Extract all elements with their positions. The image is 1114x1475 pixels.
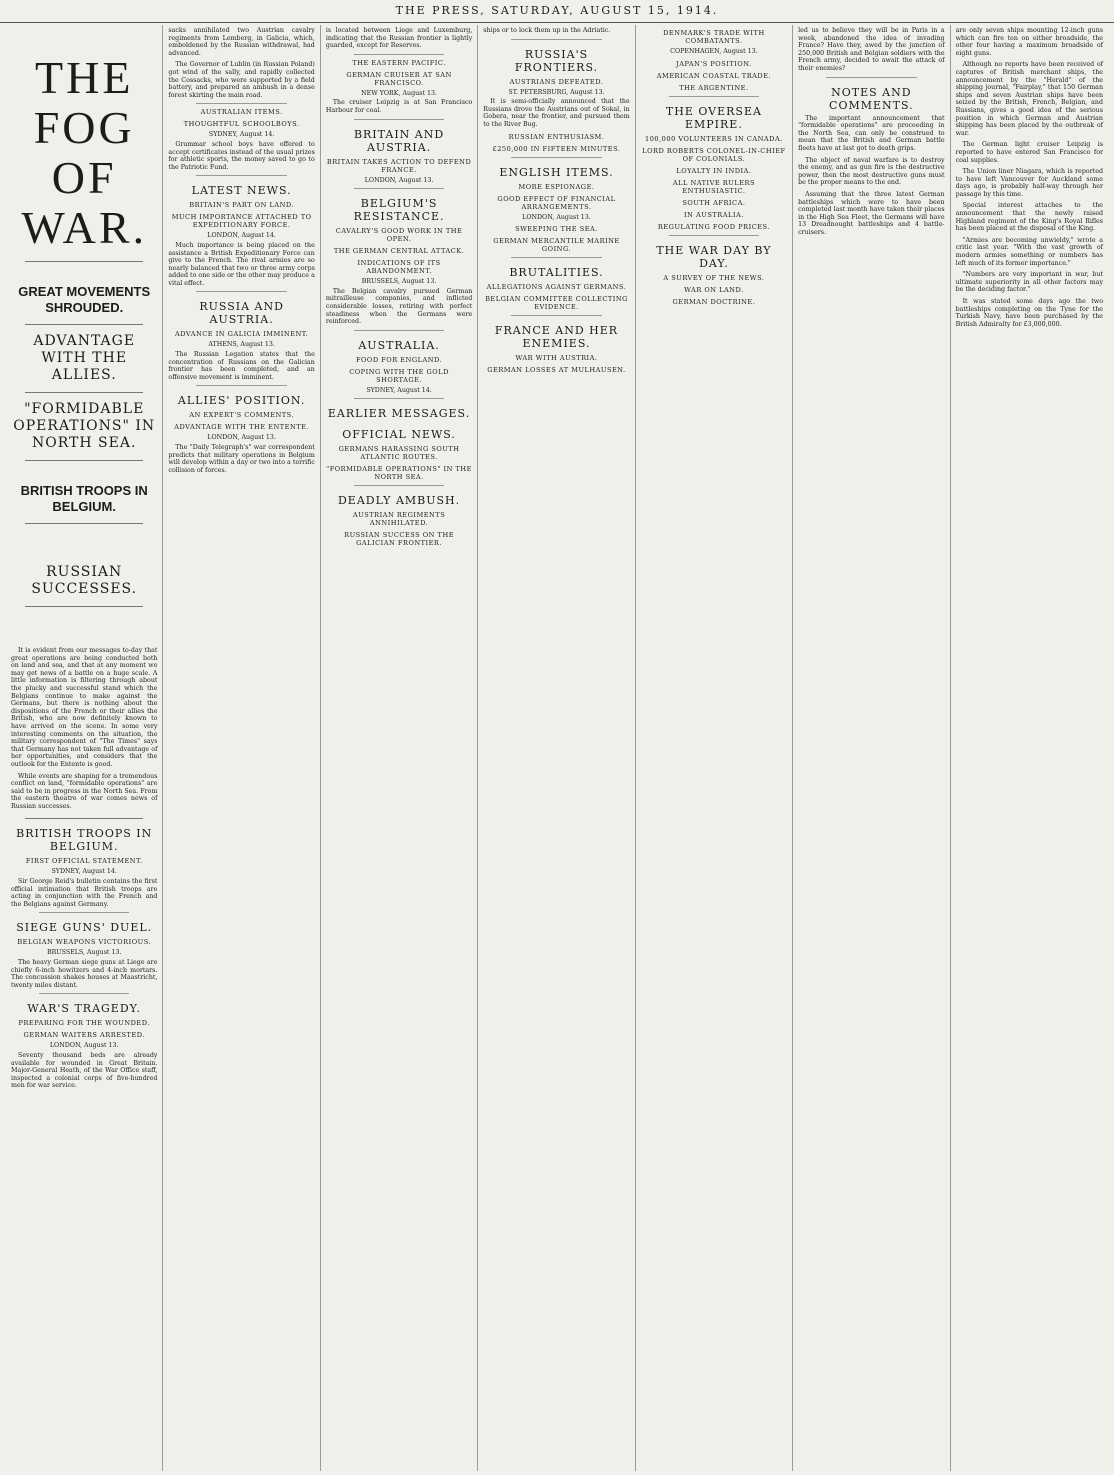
dateline: LONDON, August 13. (207, 434, 276, 442)
headline-wars-tragedy: WAR'S TRAGEDY. (27, 1002, 141, 1016)
article-text: The object of naval warfare is to destroy the enemy, and as gun fire is the destructive power, then the most destructive guns must be the proper means to the end. (798, 156, 945, 187)
article-text: "Numbers are very important in war, but ultimate superiority in all other factors may be the deciding factor." (955, 271, 1103, 294)
subhead-german-doctrine: GERMAN DOCTRINE. (672, 297, 756, 306)
subhead-war-on-land: WAR ON LAND. (684, 285, 744, 294)
article-text: The Russian Legation states that the concentration of Russians on the Galician frontier has been completed, and an offensive movement is imminent. (168, 351, 315, 381)
subhead-austrians-defeated: AUSTRIANS DEFEATED. (509, 77, 604, 86)
subhead-mercantile: GERMAN MERCANTILE MARINE GOING. (493, 237, 620, 254)
column-1 (6, 25, 163, 1471)
divider (25, 261, 143, 262)
subhead-schoolboys: THOUGHTFUL SCHOOLBOYS. (183, 120, 300, 129)
subhead-japan: JAPAN'S POSITION. (676, 59, 752, 68)
subhead-galicia: ADVANCE IN GALICIA IMMINENT. (174, 330, 309, 339)
article-text: The Belgian cavalry pursued German mitrailleuse companies, and inflicted considerable losses, retiring with perfect steadiness when the Germans were reinforced. (325, 287, 473, 326)
headline-australian-items: AUSTRALIAN ITEMS. (200, 108, 283, 117)
subhead-central-attack: THE GERMAN CENTRAL ATTACK. (333, 247, 465, 256)
headline-british-troops: BRITISH TROOPS IN BELGIUM. (16, 827, 153, 854)
divider (511, 157, 601, 158)
divider (39, 993, 129, 994)
subhead-espionage: MORE ESPIONAGE. (518, 182, 595, 191)
headline-brutalities: BRUTALITIES. (509, 266, 604, 280)
article-text: are only seven ships mounting 12-inch guns which can fire ten on either broadside, the other four having a maximum broadside of eight guns. (955, 27, 1103, 57)
divider (196, 103, 286, 104)
subhead-german-waiters: GERMAN WAITERS ARRESTED. (23, 1031, 145, 1040)
subhead-gold: COPING WITH THE GOLD SHORTAGE. (349, 367, 449, 384)
article-text: Special interest attaches to the announcement that the newly raised Highland regiment of the King's Royal Rifles has been placed at the disposal of the King. (955, 202, 1103, 233)
subhead-belgian-weapons: BELGIAN WEAPONS VICTORIOUS. (17, 938, 152, 947)
subhead-volunteers: 100,000 VOLUNTEERS IN CANADA. (645, 134, 783, 143)
subhead-advantage: ADVANTAGE WITH THE ALLIES. (33, 333, 136, 383)
headline-notes-comments: NOTES AND COMMENTS. (829, 85, 914, 112)
article-text: "Armies are becoming unwieldy," wrote a critic last year. "With the vast growth of modern armies something or numbers has left much of its former importance." (955, 236, 1103, 267)
article-text: ships or to lock them up in the Adriatic. (483, 27, 611, 34)
divider (196, 385, 286, 386)
headline-eastern-pacific: THE EASTERN PACIFIC. (352, 58, 446, 67)
article-text: Grammar school boys have offered to accept certificates instead of the usual prizes for athletic sports, the money saved to go to the Patriotic Fund. (168, 140, 315, 171)
subhead-cavalry: CAVALRY'S GOOD WORK IN THE OPEN. (335, 227, 463, 244)
article-text: The German light cruiser Leipzig is reported to have entered San Francisco for coal supplies. (955, 141, 1103, 164)
dateline: ST. PETERSBURG, August 13. (508, 88, 605, 96)
divider (669, 96, 759, 97)
subhead-cruiser: GERMAN CRUISER AT SAN FRANCISCO. (346, 70, 452, 87)
subhead-war-austria: WAR WITH AUSTRIA. (515, 354, 598, 363)
headline-france-enemies: FRANCE AND HER ENEMIES. (494, 324, 619, 351)
headline-russia-austria: RUSSIA AND AUSTRIA. (199, 300, 284, 327)
dateline: LONDON, August 13. (522, 213, 591, 221)
subhead-britains-part: BRITAIN'S PART ON LAND. (189, 201, 295, 210)
divider (25, 818, 143, 819)
headline-denmark: DENMARK'S TRADE WITH COMBATANTS. (663, 29, 765, 45)
dateline: COPENHAGEN, August 13. (670, 48, 758, 55)
main-headline: THE FOG OF WAR. (21, 52, 148, 253)
subhead-argentine: THE ARGENTINE. (679, 83, 749, 92)
column-6 (793, 25, 950, 1471)
dateline: SYDNEY, August 14. (366, 386, 432, 394)
subhead-russian: RUSSIAN SUCCESSES. (31, 564, 138, 597)
divider (354, 330, 444, 331)
subhead-mulhausen: GERMAN LOSSES AT MULHAUSEN. (487, 366, 626, 375)
masthead: THE PRESS, SATURDAY, AUGUST 15, 1914. (0, 0, 1114, 23)
article-text: Although no reports have been received of captures of British merchant ships, the announcement by the "Herald" of the shipping journal, "Fairplay," that 150 German ships and seven Austrian ships have been seized by the British, French, Belgian, and Russians, gives a good idea of the serious position in which German and Austrian shipping has been placed by the outbreak of war. (955, 61, 1103, 137)
subhead-food: FOOD FOR ENGLAND. (355, 355, 443, 364)
column-2 (163, 25, 320, 1471)
subhead-galician-frontier: RUSSIAN SUCCESS ON THE GALICIAN FRONTIER. (344, 531, 455, 548)
divider (669, 235, 759, 236)
article-text: Much importance is being placed on the assistance a British Expeditionary Force can give to the French. The rival armies are so nearly balanced that two or three army corps added to one side or the other may produce a vital effect. (168, 241, 315, 287)
dateline: BRUSSELS, August 13. (46, 949, 122, 957)
subhead-loyalty-india: LOYALTY IN INDIA. (676, 166, 752, 175)
divider (39, 912, 129, 913)
divider (511, 315, 601, 316)
headline-earlier-messages: EARLIER MESSAGES. (327, 407, 471, 421)
article-text: Sir George Reid's bulletin contains the first official intimation that British troops are acting in conjunction with the French and the Belgians against Germany. (11, 878, 158, 908)
headline-russias-frontiers: RUSSIA'S FRONTIERS. (514, 47, 599, 74)
subhead-advantage-entente: ADVANTAGE WITH THE ENTENTE. (174, 423, 310, 432)
headline-allies-position: ALLIES' POSITION. (177, 394, 306, 408)
article-text: It was stated some days ago the two battleships completing on the Tyne for the Turkish Navy, have been purchased by the British Admiralty for £3,000,000. (955, 298, 1103, 328)
column-4 (478, 25, 635, 1471)
article-text: led us to believe they will be in Paris in a week, abandoned the idea of invading France? Have they, awed by the junction of 250,000 British and Belgian soldiers with the French army, decided to await the attack of their enemies? (798, 27, 945, 72)
headline-latest-news: LATEST NEWS. (191, 184, 292, 198)
article-text: The heavy German siege guns at Liege are chiefly 6-inch howitzers and 4-inch mortars. The concussion shakes houses at Maastricht, twenty miles distant. (11, 959, 158, 989)
subhead-annihilated: AUSTRIAN REGIMENTS ANNIHILATED. (352, 511, 446, 528)
dateline: SYDNEY, August 14. (51, 868, 117, 876)
divider (354, 188, 444, 189)
subhead-north-sea: "FORMIDABLE OPERATIONS" IN THE NORTH SEA. (326, 465, 472, 482)
intro-paragraph-2: While events are shaping for a tremendous conflict on land, "formidable operations" are said to be in progress in the North Sea. From the eastern theatre of war comes news of Russian successes. (11, 772, 158, 810)
dateline: LONDON, August 14. (207, 232, 276, 240)
divider (25, 523, 143, 524)
article-text: is located between Liege and Luxemburg, indicating that the Russian frontier is lightly guarded, except for Reserves. (325, 27, 473, 50)
divider (25, 606, 143, 607)
subhead-enthusiasm: RUSSIAN ENTHUSIASM. (508, 132, 605, 141)
column-5 (636, 25, 793, 1471)
subhead-in-australia: IN AUSTRALIA. (684, 210, 744, 219)
headline-siege-guns: SIEGE GUNS' DUEL. (16, 921, 153, 935)
divider (25, 392, 143, 393)
divider (25, 324, 143, 325)
divider (826, 77, 916, 78)
divider (354, 119, 444, 120)
subhead-survey: A SURVEY OF THE NEWS. (663, 273, 765, 282)
article-text: Assuming that the three latest German battleships which were to have been completed last month have taken their places in the High Sea Fleet, the Germans will have 13 Dreadnought battleships and 4 battle-cruisers. (798, 190, 945, 236)
article-text: The Union liner Niagara, which is reported to have left Vancouver for Auckland some days ago, is probably half-way through her passage by this time. (955, 168, 1103, 198)
subhead-food-prices: REGULATING FOOD PRICES. (657, 222, 770, 231)
subhead-harassing: GERMANS HARASSING SOUTH ATLANTIC ROUTES. (338, 445, 460, 462)
headline-britain-austria: BRITAIN AND AUSTRIA. (353, 127, 445, 154)
article-text: The Governor of Lublin (in Russian Poland) got wind of the sally, and rapidly collected the Cossacks, who were supported by a field battery, and prepared an ambush in a dense forest skirting the main road. (168, 61, 315, 99)
dateline: ATHENS, August 13. (208, 341, 275, 349)
divider (511, 39, 601, 40)
dateline: LONDON, August 13. (49, 1042, 119, 1050)
column-3 (321, 25, 478, 1471)
subhead-financial: GOOD EFFECT OF FINANCIAL ARRANGEMENTS. (497, 194, 616, 211)
headline-oversea-empire: THE OVERSEA EMPIRE. (665, 104, 762, 131)
subhead-evidence: BELGIAN COMMITTEE COLLECTING EVIDENCE. (485, 295, 628, 312)
subhead-preparing: PREPARING FOR THE WOUNDED. (18, 1019, 150, 1028)
divider (354, 485, 444, 486)
subhead-abandonment: INDICATIONS OF ITS ABANDONMENT. (357, 259, 441, 276)
headline-australia: AUSTRALIA. (358, 338, 440, 352)
columns (6, 25, 1108, 1471)
divider (196, 175, 286, 176)
article-text: It is semi-officially announced that the Russians drove the Austrians out of Sokal, in Gobera, near the frontier, and pursued them to the River Bug. (483, 98, 630, 128)
subhead-allegations: ALLEGATIONS AGAINST GERMANS. (486, 283, 627, 292)
subhead-lord-roberts: LORD ROBERTS COLONEL-IN-CHIEF OF COLONIALS. (642, 146, 786, 163)
divider (196, 291, 286, 292)
dateline: SYDNEY, August 14. (208, 131, 275, 139)
column-7 (951, 25, 1108, 1471)
divider (354, 398, 444, 399)
dateline: BRUSSELS, August 13. (361, 278, 437, 286)
dateline: LONDON, August 13. (364, 176, 434, 184)
intro-paragraph: It is evident from our messages to-day that great operations are being conducted both on land and sea, and that at any moment we may get news of a battle on a huge scale. A little information is filtering through about the plucky and successful stand which the Belgians continue to make against the Germans, but there is nothing about the dispositions of the French or their allies the British, who are now definitely known to have arrived on the scene. In some very interesting comments on the situation, the military correspondent of "The Times" says that Germany has not taken full advantage of her opportunities, and considers that the outlook for the Entente is good. (11, 647, 158, 768)
subhead-defend-france: BRITAIN TAKES ACTION TO DEFEND FRANCE. (326, 157, 472, 174)
divider (354, 54, 444, 55)
subhead-first-official: FIRST OFFICIAL STATEMENT. (25, 857, 143, 866)
subhead-native-rulers: ALL NATIVE RULERS ENTHUSIASTIC. (672, 178, 755, 195)
article-text: The important announcement that "formidable operations" are proceeding in the North Sea, can only be construed to mean that the British and German battle fleets have at last got to death grips. (798, 114, 945, 152)
subhead-formidable: "FORMIDABLE OPERATIONS" IN NORTH SEA. (13, 401, 156, 451)
subhead-great-movements: GREAT MOVEMENTS SHROUDED. (18, 284, 151, 315)
headline-belgiums-resistance: BELGIUM'S RESISTANCE. (353, 197, 445, 224)
article-text: sacks annihilated two Austrian cavalry regiments from Lemberg, in Galicia, which, emboldened by the Russian withdrawal, had advanced. (168, 27, 315, 57)
subhead-south-africa: SOUTH AFRICA. (682, 198, 746, 207)
headline-deadly-ambush: DEADLY AMBUSH. (337, 494, 461, 508)
subhead-experts: AN EXPERT'S COMMENTS. (189, 411, 295, 420)
subhead-american-trade: AMERICAN COASTAL TRADE. (656, 71, 772, 80)
headline-war-day-by-day: THE WAR DAY BY DAY. (656, 243, 772, 270)
article-text: The "Daily Telegraph's" war correspondent predicts that military operations in Belgium will develop within a day or two into a terrific collision of forces. (168, 444, 315, 474)
subhead-fifteen-minutes: £250,000 IN FIFTEEN MINUTES. (492, 144, 621, 153)
headline-official-news: OFFICIAL NEWS. (342, 428, 456, 442)
divider (25, 460, 143, 461)
divider (511, 257, 601, 258)
subhead-importance: MUCH IMPORTANCE ATTACHED TO EXPEDITIONARY FORCE. (171, 213, 312, 230)
article-text: Seventy thousand beds are already available for wounded in Great Britain. Major-General Heath, of the War Office staff, inspected a colonial corps of five-hundred men for war service. (11, 1052, 158, 1090)
headline-english-items: ENGLISH ITEMS. (499, 165, 614, 179)
subhead-sweeping: SWEEPING THE SEA. (515, 225, 598, 234)
article-text: The cruiser Leipzig is at San Francisco Harbour for coal. (325, 99, 473, 114)
dateline: NEW YORK, August 13. (361, 89, 437, 97)
subhead-british-troops: BRITISH TROOPS IN BELGIUM. (20, 483, 148, 514)
